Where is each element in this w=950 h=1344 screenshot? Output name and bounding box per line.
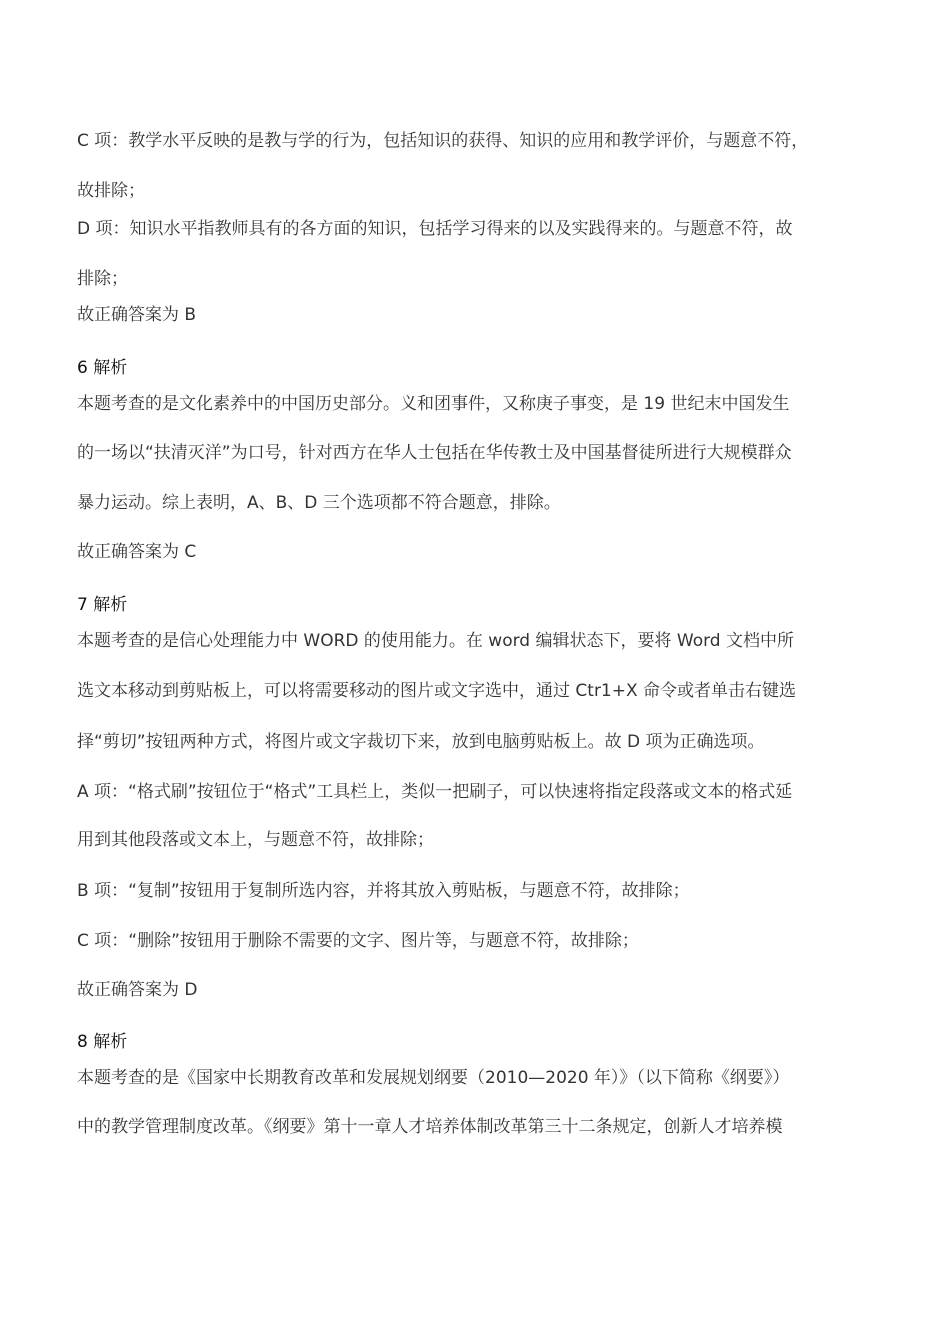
text-line-exclude-2: 排除； <box>77 269 128 289</box>
text-line-6-3: 暴力运动。综上表明，A、B、D 三个选项都不符合题意，排除。 <box>77 493 561 513</box>
text-line-6-1: 本题考查的是文化素养中的中国历史部分。义和团事件，又称庚子事变，是 19 世纪末中国发生 <box>77 394 790 414</box>
text-line-d-option-knowledge-level: D 项：知识水平指教师具有的各方面的知识，包括学习得来的以及实践得来的。与题意不符，故 <box>77 219 793 239</box>
text-line-exclude-1: 故排除； <box>77 181 145 201</box>
text-line-c-option-delete: C 项：“删除”按钮用于删除不需要的文字、图片等，与题意不符，故排除； <box>77 931 639 951</box>
text-line-8-2: 中的教学管理制度改革。《纲要》第十一章人才培养体制改革第三十二条规定，创新人才培养模 <box>77 1117 783 1137</box>
text-line-7-3: 择“剪切”按钮两种方式，将图片或文字裁切下来，放到电脑剪贴板上。故 D 项为正确选项。 <box>77 732 765 752</box>
text-line-7-1: 本题考查的是信心处理能力中 WORD 的使用能力。在 word 编辑状态下，要将 Word 文档中所 <box>77 631 794 651</box>
section-heading-8: 8 解析 <box>77 1032 128 1052</box>
text-line-7-2: 选文本移动到剪贴板上，可以将需要移动的图片或文字选中，通过 Ctr1+X 命令或者单击右键选 <box>77 681 797 701</box>
section-heading-7: 7 解析 <box>77 595 128 615</box>
text-line-a-option-format-painter: A 项：“格式刷”按钮位于“格式”工具栏上，类似一把刷子，可以快速将指定段落或文本的格式延 <box>77 782 793 802</box>
text-line-8-1: 本题考查的是《国家中长期教育改革和发展规划纲要（2010—2020 年）》（以下简称《纲要》） <box>77 1068 790 1088</box>
text-line-a-option-cont: 用到其他段落或文本上，与题意不符，故排除； <box>77 830 434 850</box>
text-line-b-option-copy: B 项：“复制”按钮用于复制所选内容，并将其放入剪贴板，与题意不符，故排除； <box>77 881 690 901</box>
answer-line-7: 故正确答案为 D <box>77 980 198 1000</box>
section-heading-6: 6 解析 <box>77 358 128 378</box>
answer-line-5: 故正确答案为 B <box>77 305 197 325</box>
text-line-6-2: 的一场以“扶清灭洋”为口号，针对西方在华人士包括在华传教士及中国基督徒所进行大规模群众 <box>77 443 792 463</box>
answer-line-6: 故正确答案为 C <box>77 542 197 562</box>
text-line-c-option-teaching-level: C 项：教学水平反映的是教与学的行为，包括知识的获得、知识的应用和教学评价，与题意不符， <box>77 131 809 151</box>
